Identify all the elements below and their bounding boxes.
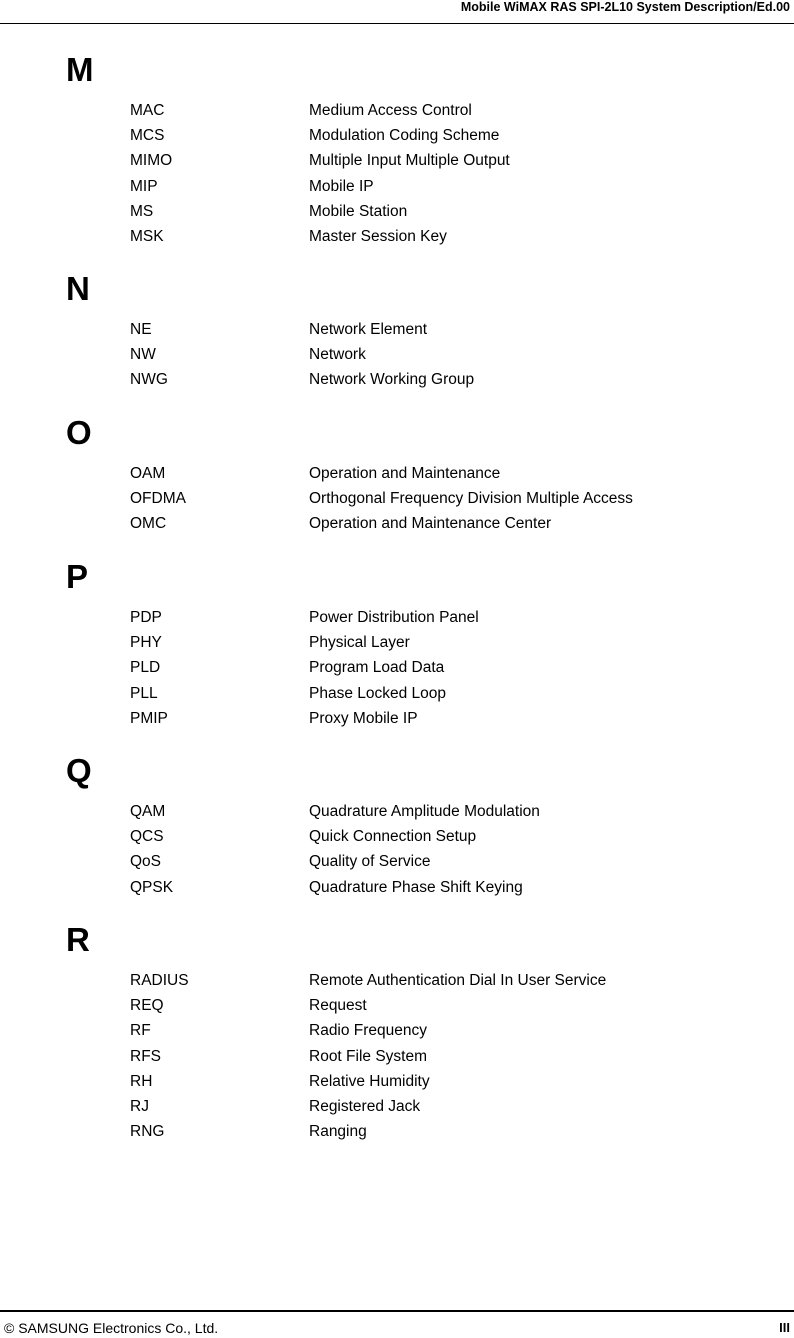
definition: Orthogonal Frequency Division Multiple Access bbox=[309, 490, 633, 508]
entry-row bbox=[0, 972, 794, 997]
abbreviation: OMC bbox=[130, 515, 167, 533]
abbreviation: RFS bbox=[130, 1047, 161, 1065]
abbreviation: PDP bbox=[130, 609, 162, 626]
definition: Network bbox=[309, 346, 366, 364]
entry-list bbox=[0, 102, 794, 253]
document-title: Mobile WiMAX RAS SPI-2L10 System Description/Ed.00 bbox=[460, 0, 790, 14]
section-letter: M bbox=[66, 51, 94, 88]
abbreviation: OAM bbox=[130, 465, 166, 482]
entry-row bbox=[0, 879, 794, 904]
entry-row bbox=[0, 228, 794, 253]
entry-list bbox=[0, 803, 794, 904]
abbreviation: MIP bbox=[130, 177, 158, 195]
abbreviation: RNG bbox=[130, 1123, 165, 1141]
entry-row bbox=[0, 1098, 794, 1123]
definition: Request bbox=[309, 997, 367, 1015]
entry-list bbox=[0, 465, 794, 541]
section-letter: O bbox=[66, 414, 92, 451]
abbreviation: NW bbox=[130, 346, 156, 364]
entry-row bbox=[0, 1073, 794, 1098]
entry-row bbox=[0, 152, 794, 177]
abbreviation: PLD bbox=[130, 659, 161, 677]
definition: Power Distribution Panel bbox=[309, 609, 479, 626]
abbreviation: RH bbox=[130, 1072, 153, 1090]
definition: Modulation Coding Scheme bbox=[309, 127, 500, 145]
abbreviation: MS bbox=[130, 202, 154, 220]
abbreviation: MAC bbox=[130, 102, 165, 119]
entry-row bbox=[0, 515, 794, 540]
entry-row bbox=[0, 1048, 794, 1073]
section-letter: Q bbox=[66, 752, 92, 789]
entry-row bbox=[0, 102, 794, 127]
entry-row bbox=[0, 490, 794, 515]
abbreviation: RF bbox=[130, 1022, 151, 1040]
entry-row bbox=[0, 685, 794, 710]
definition: Quadrature Amplitude Modulation bbox=[309, 803, 540, 820]
definition: Relative Humidity bbox=[309, 1072, 430, 1090]
abbreviation: PLL bbox=[130, 684, 158, 702]
abbreviation: MSK bbox=[130, 227, 164, 245]
entry-row bbox=[0, 853, 794, 878]
definition: Ranging bbox=[309, 1123, 367, 1141]
section-letter: P bbox=[66, 558, 89, 595]
definition: Network Working Group bbox=[309, 371, 475, 389]
abbreviation: MCS bbox=[130, 127, 165, 145]
entry-list bbox=[0, 321, 794, 397]
page-footer bbox=[0, 1310, 794, 1338]
page-number: III bbox=[779, 1320, 790, 1335]
abbreviation: NWG bbox=[130, 371, 168, 389]
abbreviation: OFDMA bbox=[130, 490, 186, 508]
entry-row bbox=[0, 710, 794, 735]
definition: Phase Locked Loop bbox=[309, 684, 447, 702]
definition: Operation and Maintenance Center bbox=[309, 515, 552, 533]
definition: Root File System bbox=[309, 1047, 428, 1065]
definition: Mobile IP bbox=[309, 177, 374, 195]
entry-row bbox=[0, 609, 794, 634]
definition: Network Element bbox=[309, 321, 428, 338]
entry-row bbox=[0, 371, 794, 396]
entry-row bbox=[0, 178, 794, 203]
abbreviation: QCS bbox=[130, 828, 164, 846]
definition: Multiple Input Multiple Output bbox=[309, 152, 510, 170]
abbreviation: PHY bbox=[130, 634, 162, 652]
entry-row bbox=[0, 1022, 794, 1047]
definition: Medium Access Control bbox=[309, 102, 472, 119]
entry-row bbox=[0, 828, 794, 853]
definition: Quality of Service bbox=[309, 853, 431, 871]
abbreviation: QPSK bbox=[130, 878, 174, 896]
entry-row bbox=[0, 659, 794, 684]
abbreviation: QoS bbox=[130, 853, 162, 871]
section-letter: R bbox=[66, 921, 90, 958]
definition: Remote Authentication Dial In User Service bbox=[309, 972, 607, 989]
definition: Physical Layer bbox=[309, 634, 410, 652]
entry-row bbox=[0, 127, 794, 152]
entry-row bbox=[0, 803, 794, 828]
definition: Proxy Mobile IP bbox=[309, 709, 418, 727]
definition: Radio Frequency bbox=[309, 1022, 428, 1040]
definition: Operation and Maintenance bbox=[309, 465, 501, 482]
definition: Master Session Key bbox=[309, 227, 447, 245]
definition: Program Load Data bbox=[309, 659, 445, 677]
entry-row bbox=[0, 465, 794, 490]
definition: Registered Jack bbox=[309, 1097, 421, 1115]
entry-row bbox=[0, 203, 794, 228]
entry-row bbox=[0, 997, 794, 1022]
abbreviation: RJ bbox=[130, 1097, 149, 1115]
definition: Quick Connection Setup bbox=[309, 828, 477, 846]
entry-list bbox=[0, 609, 794, 735]
section-letter: N bbox=[66, 270, 90, 307]
copyright-notice: © SAMSUNG Electronics Co., Ltd. bbox=[4, 1320, 219, 1336]
abbreviation: MIMO bbox=[130, 152, 173, 170]
abbreviation: REQ bbox=[130, 997, 164, 1015]
entry-list bbox=[0, 972, 794, 1148]
page-header bbox=[0, 0, 794, 24]
abbreviation: PMIP bbox=[130, 709, 168, 727]
abbreviation: NE bbox=[130, 321, 152, 338]
abbreviation: QAM bbox=[130, 803, 166, 820]
entry-row bbox=[0, 346, 794, 371]
entry-row bbox=[0, 321, 794, 346]
entry-row bbox=[0, 1123, 794, 1148]
definition: Mobile Station bbox=[309, 202, 408, 220]
entry-row bbox=[0, 634, 794, 659]
abbreviation: RADIUS bbox=[130, 972, 189, 989]
definition: Quadrature Phase Shift Keying bbox=[309, 878, 523, 896]
